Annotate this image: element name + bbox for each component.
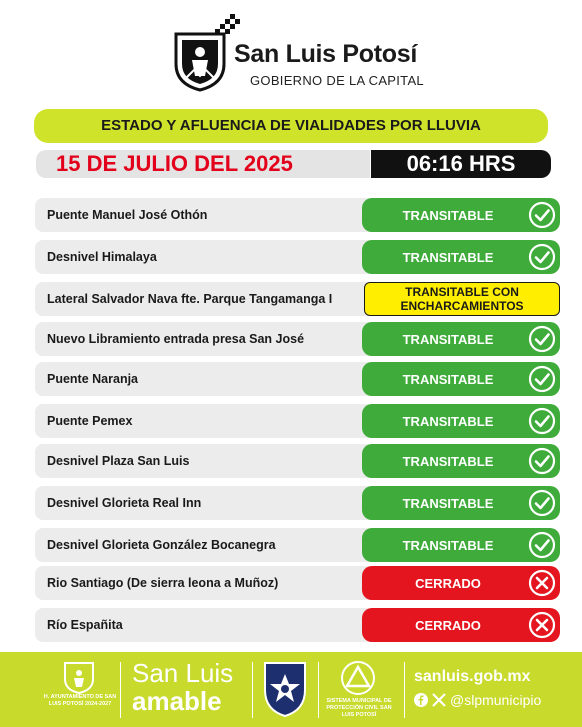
report-title: ESTADO Y AFLUENCIA DE VIALIDADES POR LLUVIA — [34, 109, 548, 143]
status-badge — [362, 198, 560, 232]
footer-divider — [404, 662, 405, 718]
status-badge — [362, 528, 560, 562]
slogan-line1: San Luis — [132, 658, 234, 688]
status-badge — [362, 322, 560, 356]
proteccion-civil-text: SISTEMA MUNICIPAL DE PROTECCIÓN CIVIL SAN LUIS POTOSÍ — [326, 698, 392, 718]
status-badge — [362, 486, 560, 520]
status-label: TRANSITABLE — [402, 371, 494, 387]
facebook-icon[interactable] — [414, 693, 428, 707]
brand-subtitle: GOBIERNO DE LA CAPITAL — [250, 73, 424, 88]
police-badge-icon — [262, 660, 308, 718]
check-circle-icon — [528, 325, 556, 353]
road-name: Puente Manuel José Othón — [47, 208, 208, 222]
status-badge — [362, 566, 560, 600]
road-row — [35, 282, 560, 316]
footer — [0, 652, 582, 727]
check-circle-icon — [528, 365, 556, 393]
status-label: TRANSITABLE — [402, 207, 494, 223]
website-link[interactable]: sanluis.gob.mx — [414, 668, 531, 685]
proteccion-civil-icon — [340, 660, 376, 696]
check-circle-icon — [528, 489, 556, 517]
road-row — [35, 528, 560, 562]
status-label: TRANSITABLE — [402, 331, 494, 347]
footer-divider — [318, 662, 319, 718]
road-row — [35, 198, 560, 232]
road-name: Desnivel Glorieta González Bocanegra — [47, 538, 276, 552]
road-name: Desnivel Glorieta Real Inn — [47, 496, 202, 510]
road-row — [35, 322, 560, 356]
check-circle-icon — [528, 447, 556, 475]
check-circle-icon — [528, 407, 556, 435]
road-row — [35, 444, 560, 478]
road-name: Puente Pemex — [47, 414, 133, 428]
road-name: Rio Santiago (De sierra leona a Muñoz) — [47, 576, 279, 590]
social-handle[interactable] — [414, 692, 541, 708]
footer-divider — [252, 662, 253, 718]
road-name: Nuevo Libramiento entrada presa San José — [47, 332, 305, 346]
status-label: TRANSITABLE CON ENCHARCAMIENTOS — [400, 285, 524, 313]
report-date: 15 DE JULIO DEL 2025 — [36, 150, 370, 178]
status-label: CERRADO — [415, 575, 481, 591]
status-badge — [362, 608, 560, 642]
check-circle-icon — [528, 243, 556, 271]
x-circle-icon — [528, 611, 556, 639]
header — [0, 0, 582, 100]
x-circle-icon — [528, 569, 556, 597]
social-handle-text: @slpmunicipio — [450, 692, 542, 708]
road-row — [35, 566, 560, 600]
status-label: CERRADO — [415, 617, 481, 633]
status-label: TRANSITABLE — [402, 249, 494, 265]
ayuntamiento-text: H. AYUNTAMIENTO DE SAN LUIS POTOSÍ 2024-2027 — [43, 694, 117, 707]
status-badge — [362, 240, 560, 274]
road-row — [35, 240, 560, 274]
road-row — [35, 404, 560, 438]
x-twitter-icon[interactable] — [432, 693, 446, 707]
footer-divider — [120, 662, 121, 718]
road-name: Lateral Salvador Nava fte. Parque Tangamanga I — [47, 292, 333, 306]
brand-title: San Luis Potosí — [234, 40, 418, 68]
road-row — [35, 608, 560, 642]
coat-of-arms-icon — [172, 30, 228, 92]
status-badge — [362, 362, 560, 396]
slogan-line2: amable — [132, 686, 222, 716]
status-label: TRANSITABLE — [402, 453, 494, 469]
status-badge — [362, 404, 560, 438]
road-row — [35, 362, 560, 396]
status-label: TRANSITABLE — [402, 537, 494, 553]
report-time: 06:16 HRS — [371, 150, 551, 178]
status-label: TRANSITABLE — [402, 495, 494, 511]
road-name: Desnivel Himalaya — [47, 250, 157, 264]
road-name: Desnivel Plaza San Luis — [47, 454, 190, 468]
road-row — [35, 486, 560, 520]
road-name: Río Españita — [47, 618, 123, 632]
check-circle-icon — [528, 531, 556, 559]
road-name: Puente Naranja — [47, 372, 139, 386]
check-circle-icon — [528, 201, 556, 229]
status-badge — [364, 282, 560, 316]
ayuntamiento-seal-icon — [62, 660, 96, 694]
status-label: TRANSITABLE — [402, 413, 494, 429]
status-badge — [362, 444, 560, 478]
